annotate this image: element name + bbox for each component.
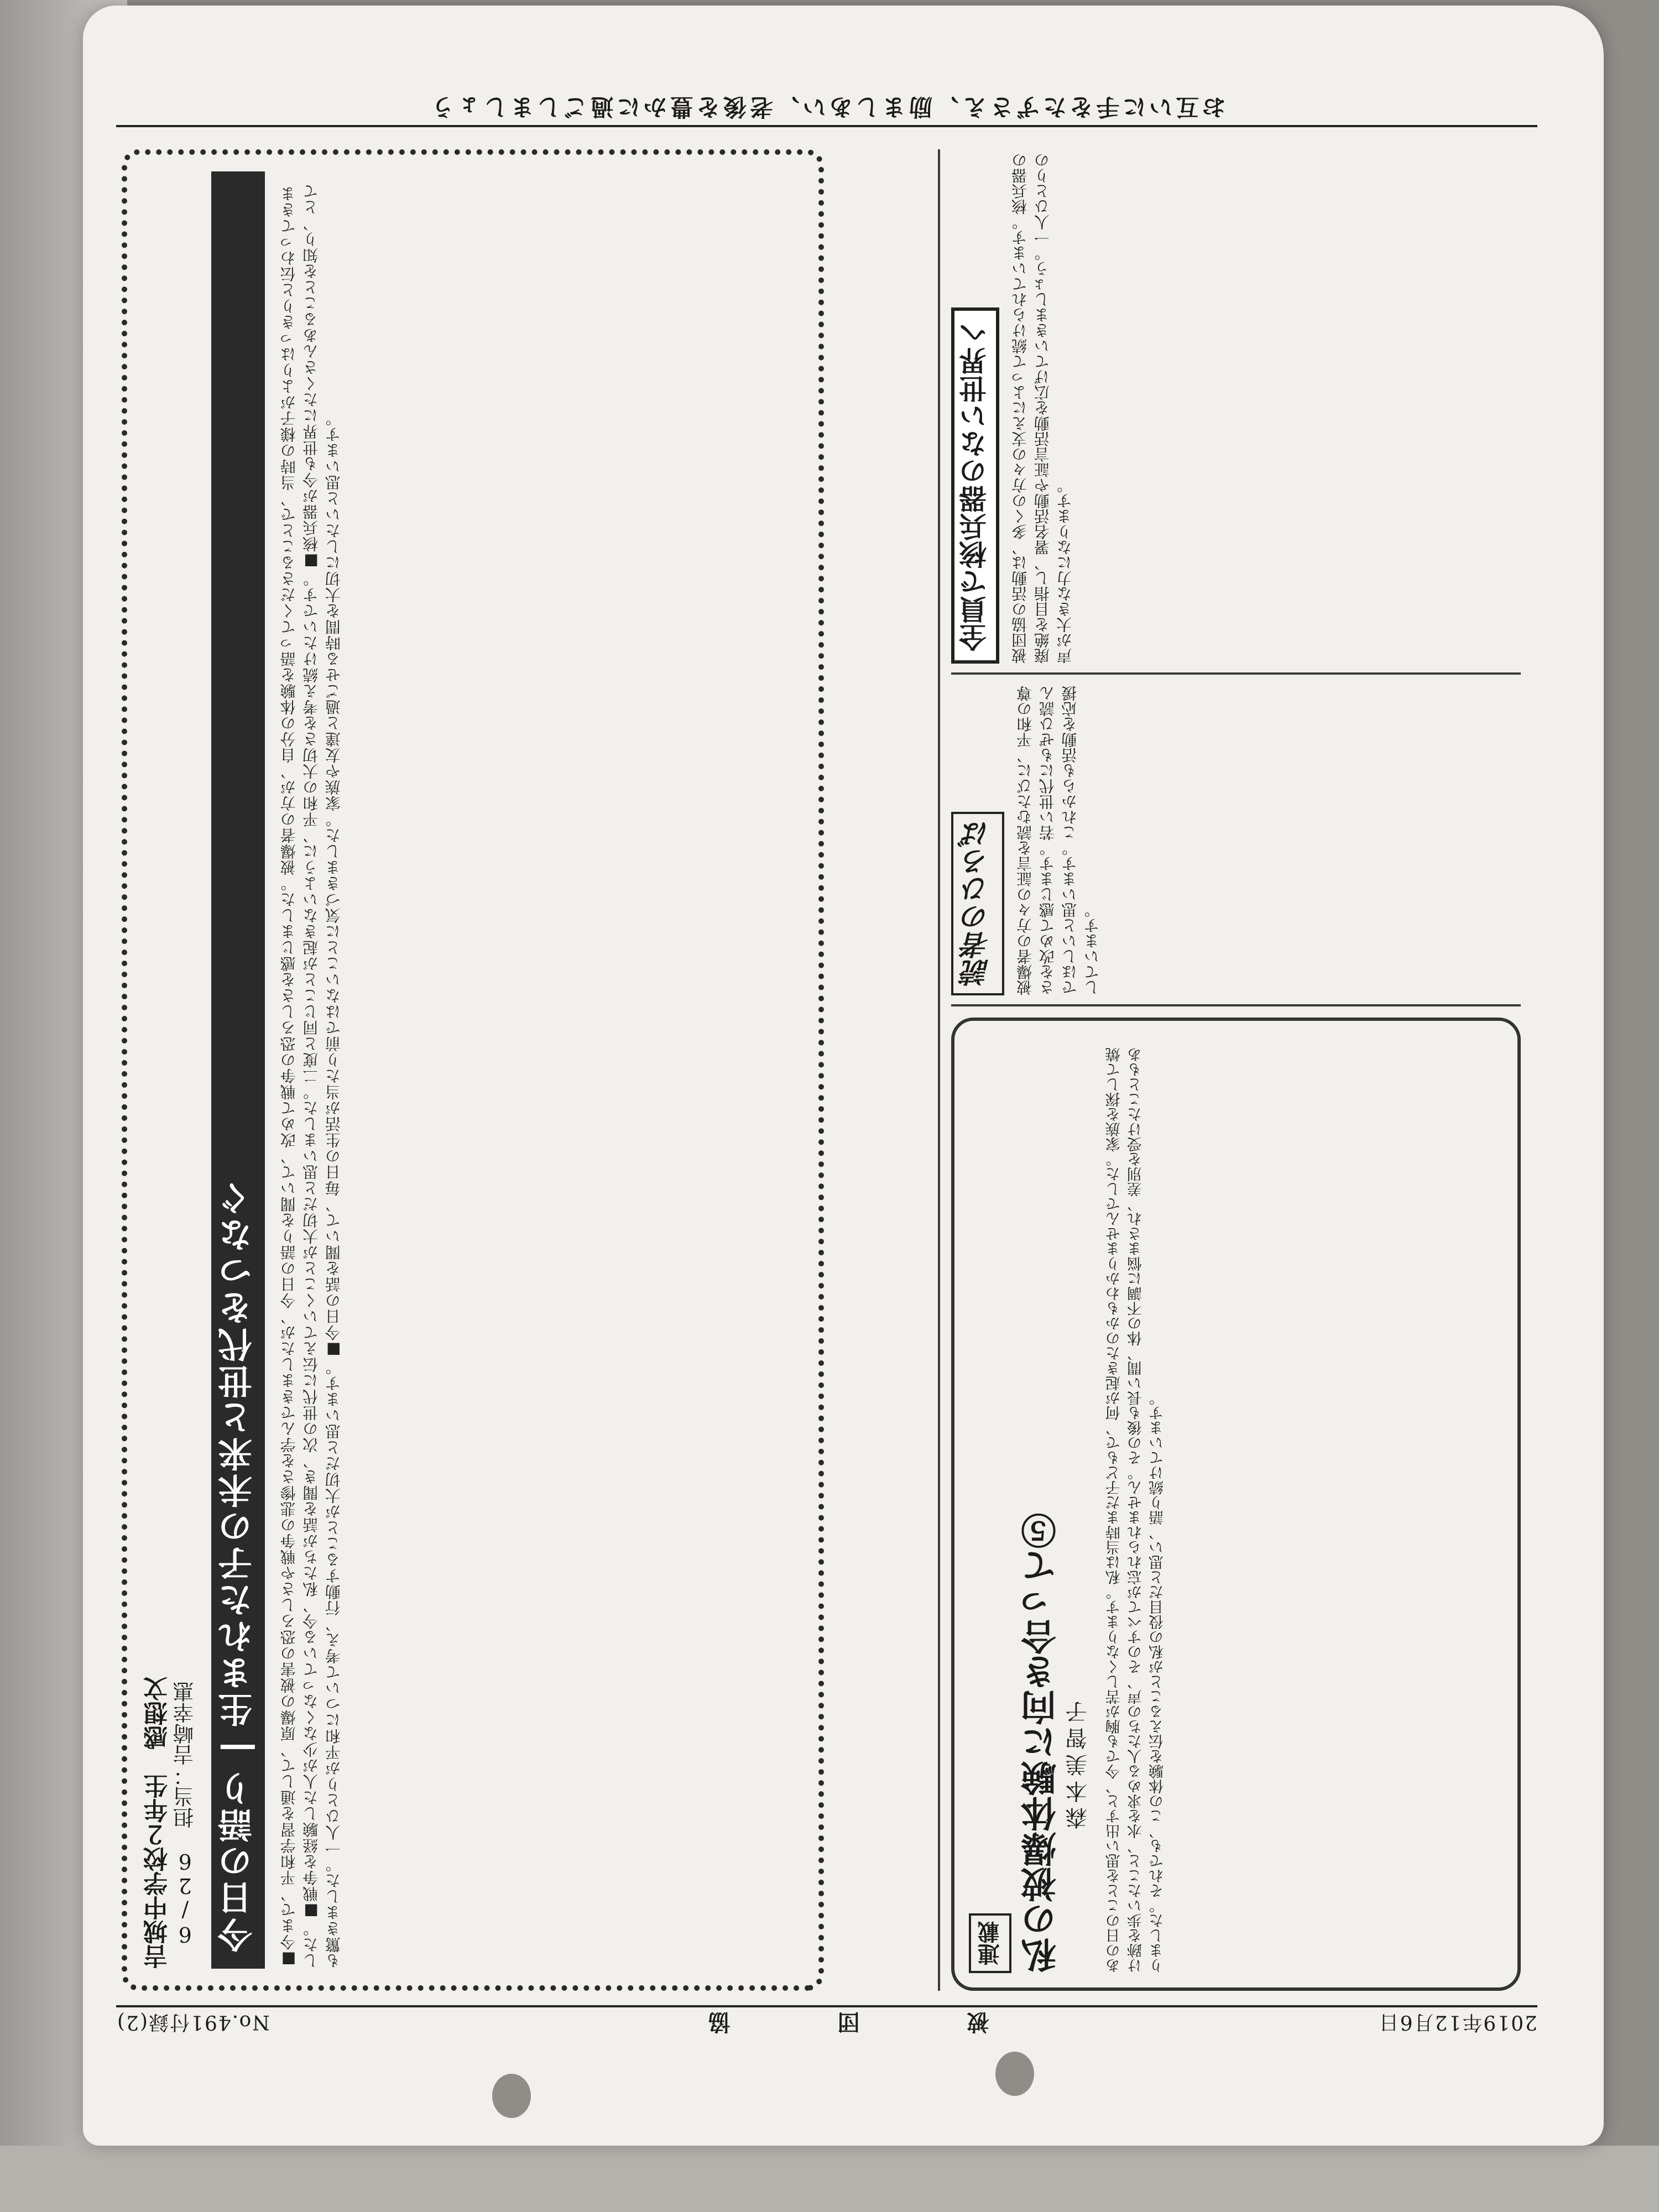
newspaper-name: 被 団 協 [658, 2009, 989, 2036]
readers-heading: 読者のひろば [951, 812, 1004, 995]
rotated-page-content [116, 88, 1537, 2041]
essay-date-author: 6/26 担当：吉崎幸惠 [173, 1681, 197, 1947]
readers-corner [951, 686, 1521, 995]
essay-title: 今日の語り―生まれた子の未来と世代をつなぐ [211, 171, 264, 1969]
section-divider [951, 672, 1521, 675]
serial-heading-group [1021, 1035, 1094, 1973]
punch-hole-right [995, 2052, 1034, 2096]
essay-meta [144, 171, 198, 1969]
bottom-article-body: 被団協の活動は、多くの方々の支えによって続けられています。核兵器の廃絶を目指し、署名活動や証言活動を広げていきましょう。一人ひとりの声が大きな力になります。 [1011, 153, 1074, 664]
newspaper-sheet [83, 6, 1604, 2146]
page-header [116, 2005, 1537, 2041]
page-footer [116, 92, 1537, 127]
serial-tag: 連載 [969, 1913, 1011, 1973]
column-divider [938, 149, 940, 1991]
footer-slogan: お互いに手をたずさえ、励ましあい、老後を豊かに過ごしましょう [427, 93, 1226, 121]
section-divider [951, 1004, 1521, 1006]
readers-body-text: 被爆者の方々の証言を読むたびに、平和の尊さを改めて感じます。若い世代にもぜひ読んでほしいと思います。これからも活動を応援しています。 [1016, 686, 1102, 995]
table-surface-bottom [0, 2146, 1659, 2212]
issue-number: No.491付録(2) [116, 2011, 270, 2034]
serial-title: 私の被爆体験に向き合って⑤ [1021, 1513, 1062, 1973]
essay-school: 吉城中学校２年生 感想文 [144, 1677, 172, 1969]
essay-body-text: ■今まで、平和学習を通して、原爆の被害の恐ろしさや戦争の悲惨さを学んできましたが、今日の語りを聞いて、改めて戦争の恐ろしさを感じました。被爆者の方が、自分の体験を語ってくださることで、当時の様子がよりはっきりと伝わってきました。■戦争を経験した人が少なくなっている今、私たちが話を聞き、次の世代に伝えていくことが大切だと思いました。二度と同じことが起きないように、平和の大切さを考え続けたいです。■核兵器が今も世界にたくさんあることを知り、とても驚きました。一人ひとりが平和について考え、行動することが大切だと思います。■今日の話を聞いて、毎日の生活が当たり前ではないことに気づきました。家族や友達と過ごせる時間を大切にしたいと思います。 [279, 183, 343, 1969]
serial-author: 森本美智子 [1065, 1697, 1091, 1829]
serial-body-text: あの日のことを思い出すと、今でも胸が苦しくなります。私は当時まだ子どもで、何が起きたのかもわかりませんでした。家族を探して焼け跡を歩いたこと、水を求める人たちの声、そのすべてが忘れられません。その後も長い間、体の不調に悩まされ、差別を受けたこともありました。それでも、この体験を伝えることが私の役目だと思い、語り続けています。 [1105, 1047, 1166, 1973]
punch-hole-left [492, 2074, 531, 2118]
bottom-article-title: 全員で核兵器のない世界へ [951, 307, 999, 664]
issue-date: 2019年12月6日 [1378, 2011, 1537, 2034]
serial-article-box [951, 1018, 1521, 1991]
essay-box [122, 149, 824, 1991]
bottom-article [951, 149, 1521, 664]
